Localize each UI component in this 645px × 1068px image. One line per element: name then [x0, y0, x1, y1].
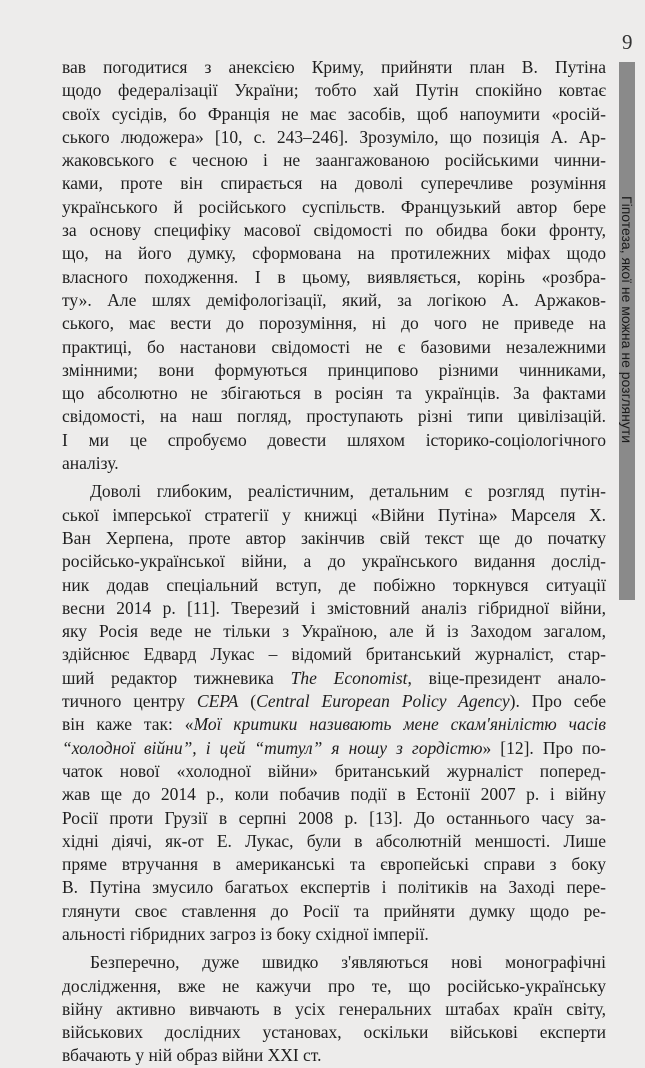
text-line: ського людожера» [10, с. 243–246]. Зрозуміло, що позиція А. Ар- [62, 126, 606, 147]
text-line: глянути своє ставлення до Росії та прийняти думку щодо ре- [62, 900, 606, 921]
text-line [62, 667, 606, 690]
text-line: що абсолютно не збігаються в росіян та українців. За фактами [62, 383, 606, 404]
text-line: своїх сусідів, бо Франція не має засобів, щоб напоумити «росій- [62, 103, 606, 124]
text-line: Ван Херпена, проте автор закінчив свій текст ще до початку [62, 527, 606, 548]
text-run: ший редактор тижневика [62, 667, 291, 688]
text-line: аналізу. [62, 453, 119, 474]
organization-name: Central European Policy Agency [256, 691, 510, 712]
text-line: ської імперської стратегії у книжці «Війни Путіна» Марселя Х. [62, 504, 606, 525]
text-line: за основу специфіку масової свідомості по обидва боки фронту, [62, 220, 606, 241]
text-line: чаток нової «холодної війни» британський журналіст поперед- [62, 760, 606, 781]
text-line: українського й російського суспільств. Французький автор бере [62, 196, 606, 217]
text-line: жав ще до 2014 р., коли побачив події в Естонії 2007 р. і війну [62, 784, 606, 805]
text-line: російсько-української війни, а до українського видання дослід- [62, 551, 606, 572]
text-run: , віце-президент анало- [407, 667, 606, 688]
text-run: тичного центру [62, 691, 197, 712]
text-line: практиці, бо настанови свідомості не є базовими незалежними [62, 336, 606, 357]
text-line: ками, проте він спирається на доволі суперечливе розуміння [62, 173, 606, 194]
text-line: власного походження. І в цьому, виявляється, корінь «розбра- [62, 266, 606, 287]
journal-title: The Economist [290, 667, 408, 688]
text-line: В. Путіна змусило багатьох експертів і політиків на Заході пере- [62, 877, 606, 898]
text-line: дослідження, вже не кажучи про те, що російсько-українську [62, 975, 606, 996]
text-line [62, 737, 606, 760]
text-line: щодо федералізації України; тобто хай Путін спокійно ковтає [62, 80, 606, 101]
text-line: Росії проти Грузії в серпні 2008 р. [13]. До останнього часу за- [62, 807, 606, 828]
text-line: Доволі глибоким, реалістичним, детальним є розгляд путін- [90, 481, 606, 502]
text-line: свідомості, на наш погляд, проступають різні типи цивілізацій. [62, 406, 606, 427]
text-line: ту». Але шлях деміфологізації, який, за логікою А. Аржаков- [62, 289, 606, 310]
text-line: хідні діячі, як-от Е. Лукас, були в абсолютній меншості. Лише [62, 830, 606, 851]
page-body [62, 56, 606, 1068]
text-line: вбачають у ній образ війни XXI ст. [62, 1045, 322, 1066]
text-line: що, на його думку, сформована на протилежних міфах щодо [62, 243, 606, 264]
organization-abbr: CEPA [196, 691, 239, 712]
text-line: жаковського є чесною і не заангажованою російськими чинни- [62, 150, 606, 171]
text-line [62, 713, 606, 736]
quote-text: Мої критики називають мене скам'янілістю часів [193, 714, 606, 735]
text-run: ). Про себе [509, 691, 606, 712]
text-line: яку Росія веде не тільки з Україною, але й із Заходом загалом, [62, 621, 606, 642]
text-line: І ми це спробуємо довести шляхом історико-соціологічного [62, 429, 606, 450]
text-line [62, 690, 606, 713]
text-line: альності гібридних загроз із боку східної імперії. [62, 923, 429, 944]
text-line: ського, має вести до порозуміння, ні до чого не приведе на [62, 313, 606, 334]
page-number: 9 [622, 30, 633, 54]
text-line: ник додав спеціальний вступ, де побіжно торкнувся ситуації [62, 574, 606, 595]
text-run: » [12]. Про по- [482, 737, 606, 758]
text-line: вав погодитися з анексією Криму, прийняти план В. Путіна [62, 57, 606, 77]
text-line: пряме втручання в американські та європейські справи з боку [62, 854, 606, 875]
text-run: він каже так: « [62, 714, 194, 735]
text-line: війну активно вивчають в усіх генеральних штабах країн світу, [62, 998, 606, 1019]
text-line: здійснює Едвард Лукас – відомий британський журналіст, стар- [62, 644, 606, 665]
running-head: Гіпотеза, якої не можна не розглянути [619, 196, 635, 444]
text-line: військових дослідних установах, оскільки військові експерти [62, 1022, 606, 1043]
text-line: весни 2014 р. [11]. Тверезий і змістовний аналіз гібридної війни, [62, 597, 606, 618]
text-line: змінними; вони формуються принципово різними чинниками, [62, 359, 606, 380]
text-line: Безперечно, дуже швидко з'являються нові монографічні [90, 952, 606, 973]
text-run: ( [238, 691, 257, 712]
quote-text: “холодної війни”, і цей “титул” я ношу з гордістю [62, 737, 483, 758]
